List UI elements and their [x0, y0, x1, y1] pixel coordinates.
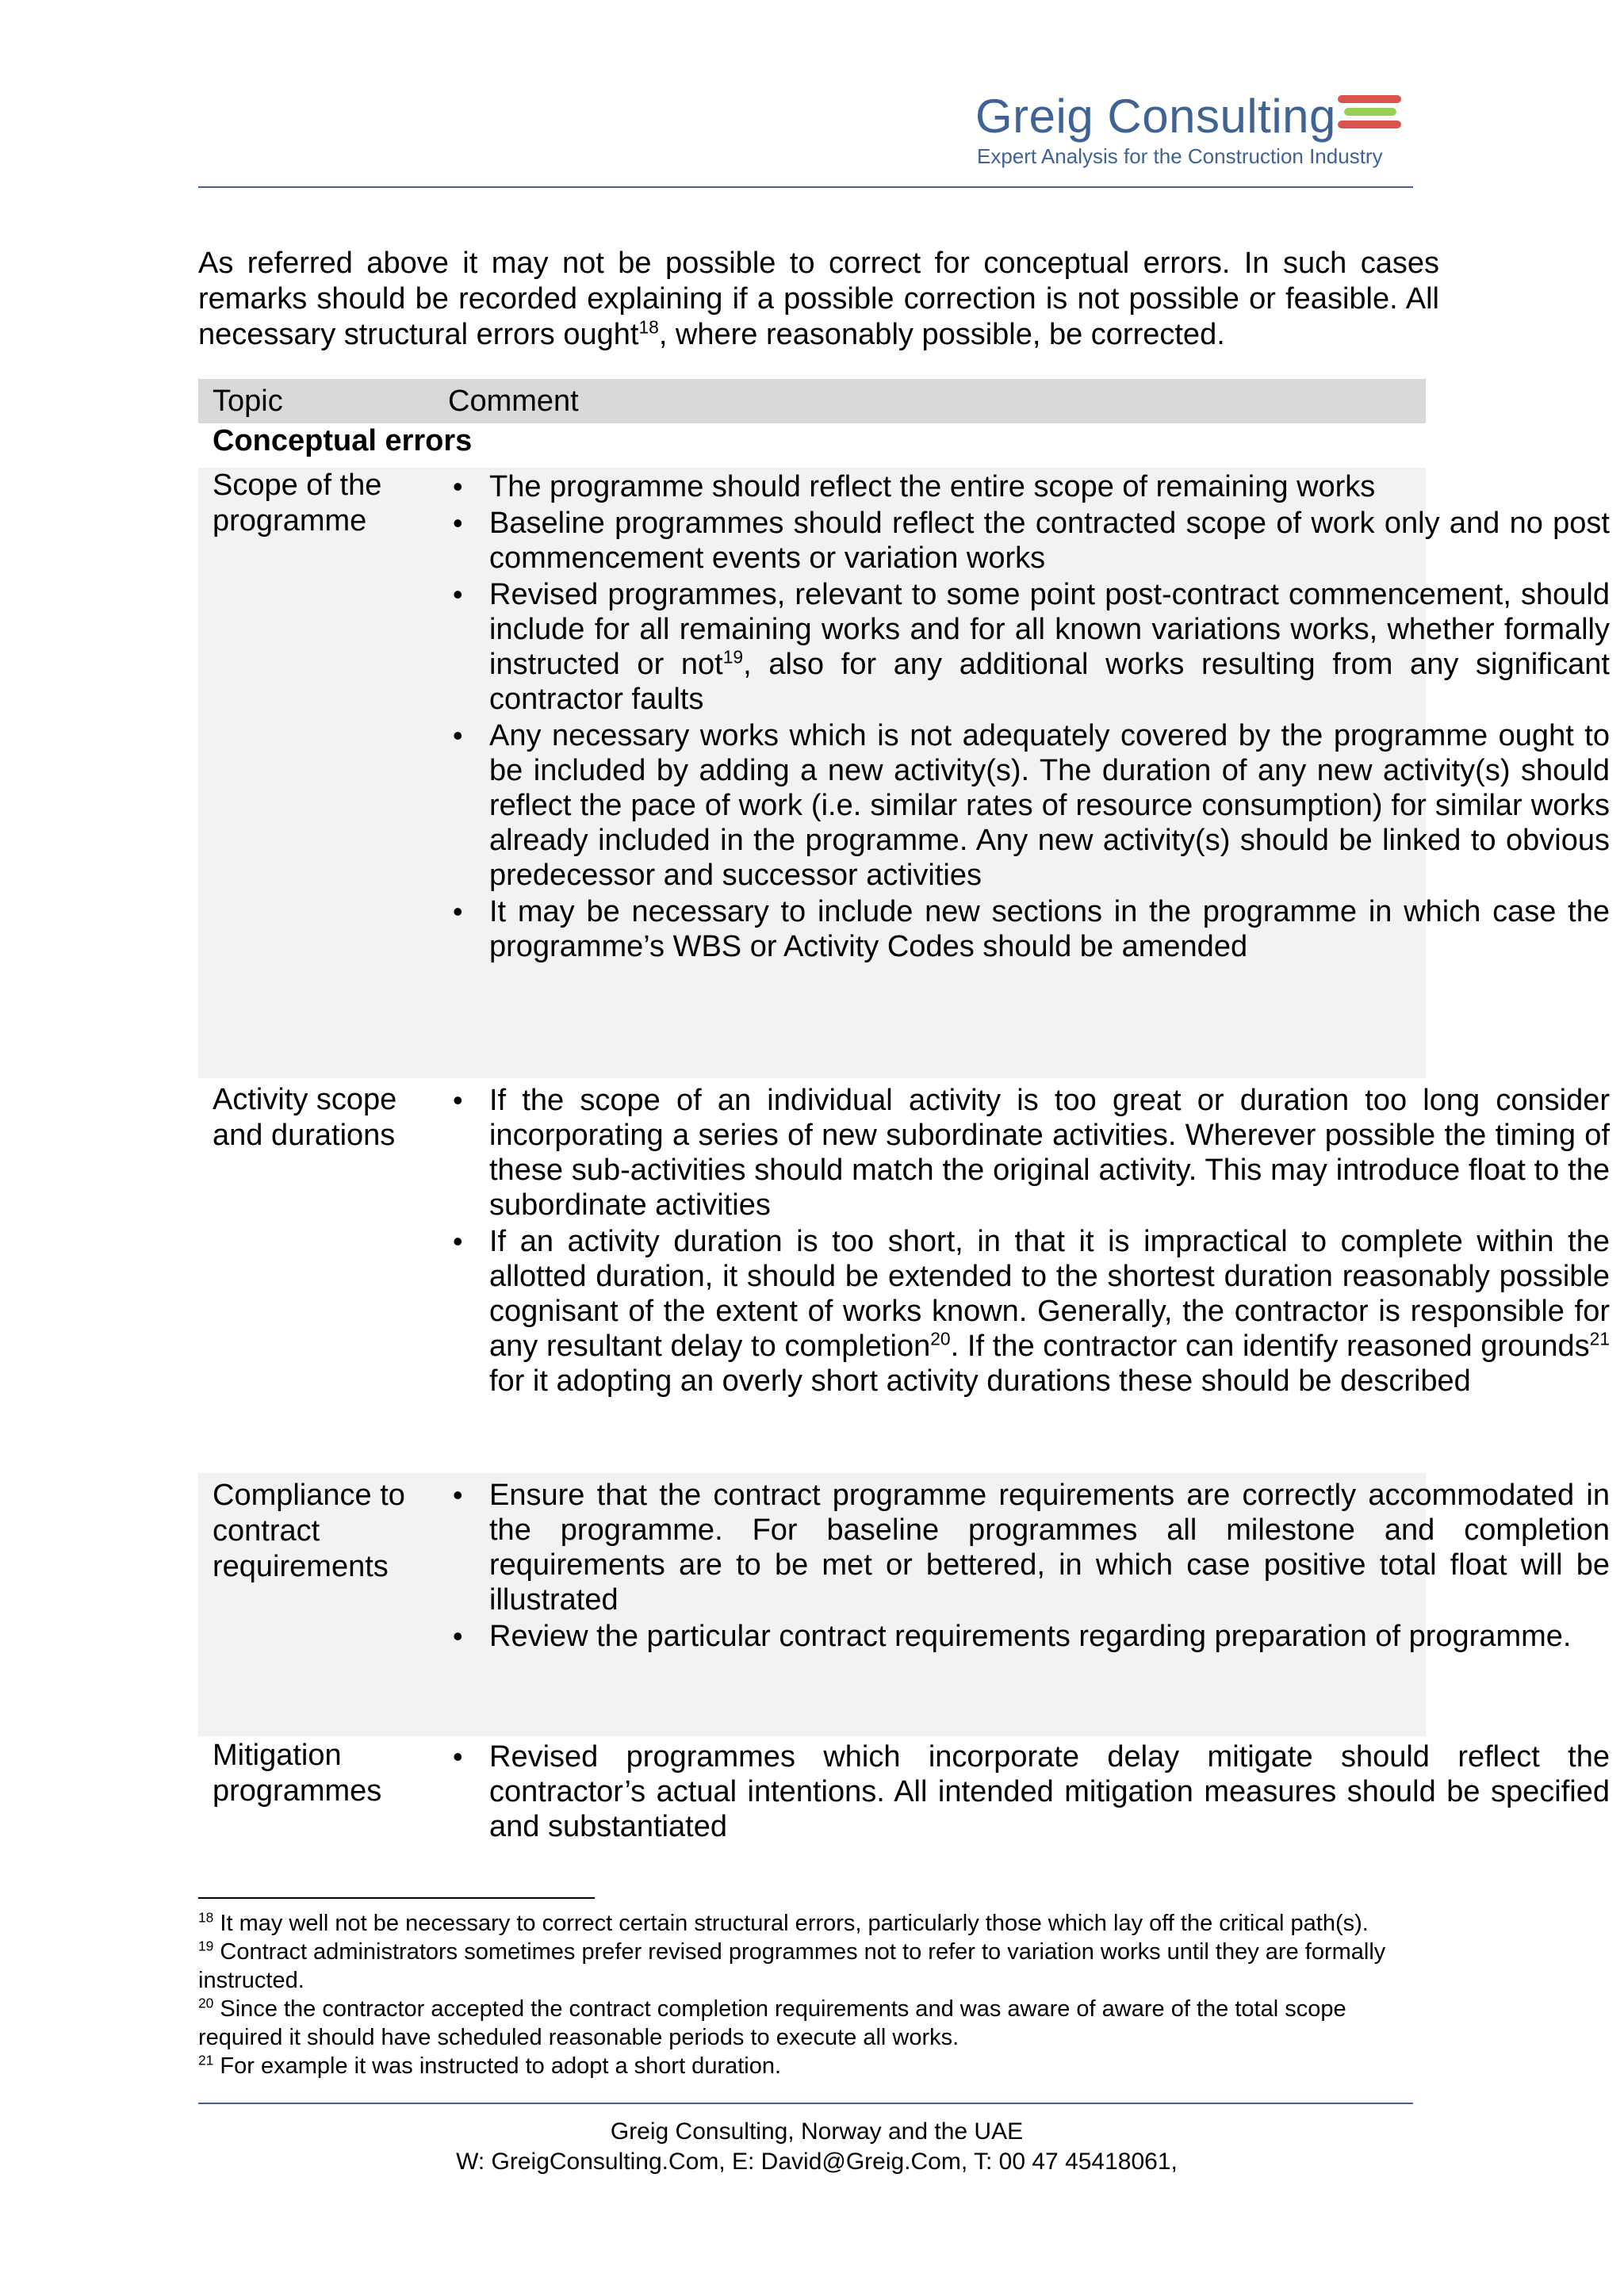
- bullet-icon: •: [453, 1225, 463, 1257]
- footnote-ref-19[interactable]: 19: [722, 646, 744, 668]
- bullet-text-cont: , also for any additional works resulting from any significant contractor faults: [489, 648, 1610, 716]
- comment-bullet: [453, 718, 1610, 893]
- bullet-icon: •: [453, 1479, 463, 1511]
- row-comment-list: [453, 1083, 1611, 1399]
- bullet-text-cont: for it adopting an overly short activity durations these should be described: [489, 1364, 1471, 1398]
- bullet-text: The programme should reflect the entire scope of remaining works: [489, 470, 1376, 503]
- logo-stripes-icon: [1338, 94, 1403, 132]
- comment-bullet: [453, 1083, 1610, 1223]
- intro-paragraph: [198, 246, 1439, 353]
- comment-bullet: [453, 577, 1610, 717]
- column-header-comment: Comment: [448, 385, 579, 418]
- comment-bullet: [453, 506, 1610, 576]
- footnote-ref-21[interactable]: 21: [1589, 1328, 1611, 1349]
- bullet-text: If an activity duration is too short, in that it is impractical to complete within the allotted duration, it should be extended to the shortest duration reasonably possible cognisant of the extent of works known. Generally, the contractor is responsible for any resultant delay to completion: [489, 1225, 1610, 1363]
- logo-stripe: [1344, 108, 1396, 116]
- bullet-text: Ensure that the contract programme requirements are correctly accommodated in the programme. For baseline programmes all milestone and completion requirements are to be met or bettered, in which case positive total float will be illustrated: [489, 1479, 1610, 1617]
- bullet-icon: •: [453, 895, 463, 928]
- comment-bullet: [453, 1739, 1610, 1844]
- row-topic: Compliance to contract requirements: [213, 1479, 405, 1583]
- row-comment-list: [453, 1739, 1610, 1844]
- footer-company-line: Greig Consulting, Norway and the UAE: [610, 2118, 1024, 2145]
- table-row: [198, 1473, 1610, 1736]
- bullet-text: Review the particular contract requirements regarding preparation of programme.: [489, 1620, 1572, 1653]
- row-topic: Activity scope and durations: [213, 1083, 397, 1152]
- footnote: [198, 2052, 1435, 2080]
- column-header-topic: Topic: [213, 385, 283, 418]
- footnote-number: 21: [198, 2052, 214, 2068]
- bullet-text: It may be necessary to include new sections in the programme in which case the programme’s WBS or Activity Codes should be amended: [489, 895, 1610, 963]
- bullet-icon: •: [453, 1740, 463, 1773]
- footnote-ref-20[interactable]: 20: [930, 1328, 951, 1349]
- bullet-text: If the scope of an individual activity is too great or duration too long consider incorporating a series of new subordinate activities. Wherever possible the timing of these sub-activities should match the original activity. This may introduce float to the subordinate activities: [489, 1084, 1610, 1222]
- logo-stripe: [1338, 121, 1401, 128]
- bullet-text: Revised programmes which incorporate delay mitigate should reflect the contractor’s actual intentions. All intended mitigation measures should be specified and substantiated: [489, 1740, 1610, 1843]
- footnote-text: Since the contractor accepted the contract completion requirements and was aware of aware of the total scope required it should have scheduled reasonable periods to execute all works.: [198, 1996, 1346, 2050]
- logo-name: Greig Consulting: [975, 90, 1336, 143]
- comment-bullet: [453, 894, 1610, 964]
- footnote-number: 19: [198, 1938, 214, 1954]
- company-logo: [972, 89, 1416, 176]
- comment-bullet: [453, 1224, 1611, 1399]
- bullet-text: Baseline programmes should reflect the contracted scope of work only and no post commencement events or variation works: [489, 507, 1610, 575]
- bullet-icon: •: [453, 719, 463, 752]
- logo-stripe: [1338, 95, 1401, 103]
- comment-bullet: [453, 1478, 1610, 1617]
- table-header-row: [198, 379, 1426, 423]
- bullet-text: Any necessary works which is not adequately covered by the programme ought to be included by adding a new activity(s). The duration of any new activity(s) should reflect the pace of work (i.e. similar rates of resource consumption) for similar works already included in the programme. Any new activity(s) should be linked to obvious predecessor and successor activities: [489, 719, 1610, 892]
- footnote-number: 20: [198, 1995, 214, 2011]
- header-divider: [198, 186, 1413, 188]
- footnote-number: 18: [198, 1909, 214, 1926]
- row-topic: Mitigation programmes: [213, 1739, 382, 1808]
- footnotes: [198, 1909, 1435, 2080]
- footnote: [198, 1909, 1435, 1938]
- footnote: [198, 1938, 1435, 1995]
- footnote-text: It may well not be necessary to correct certain structural errors, particularly those which lay off the critical path(s).: [213, 1911, 1369, 1936]
- footer-divider: [198, 2103, 1413, 2104]
- row-topic: Scope of the programme: [213, 469, 382, 538]
- table-section-heading: Conceptual errors: [213, 424, 473, 457]
- bullet-text-cont: . If the contractor can identify reasoned grounds: [950, 1330, 1590, 1363]
- page-footer: [198, 2117, 1435, 2177]
- footnote: [198, 1995, 1435, 2052]
- bullet-icon: •: [453, 470, 463, 503]
- bullet-text: Revised programmes, relevant to some point post-contract commencement, should include for all remaining works and for all known variations works, whether formally instructed or not: [489, 578, 1610, 681]
- table-row: [198, 1078, 1611, 1473]
- footnote-text: For example it was instructed to adopt a short duration.: [213, 2053, 782, 2079]
- row-comment-list: [453, 1478, 1610, 1654]
- bullet-icon: •: [453, 507, 463, 539]
- intro-text-end: , where reasonably possible, be corrected.: [658, 318, 1225, 351]
- bullet-icon: •: [453, 1084, 463, 1116]
- footer-contact-line: W: GreigConsulting.Com, E: David@Greig.Com, T: 00 47 45418061,: [456, 2149, 1178, 2175]
- intro-text: As referred above it may not be possible to correct for conceptual errors. In such cases remarks should be recorded explaining if a possible correction is not possible or feasible. All necessary structural errors ought: [198, 247, 1439, 351]
- footnote-separator: [198, 1897, 595, 1899]
- table-row: [198, 468, 1610, 1078]
- logo-tagline: Expert Analysis for the Construction Industry: [977, 144, 1383, 168]
- footnote-text: Contract administrators sometimes prefer revised programmes not to refer to variation works until they are formally instructed.: [198, 1939, 1386, 1993]
- bullet-icon: •: [453, 1620, 463, 1652]
- comment-bullet: [453, 1619, 1610, 1654]
- comment-bullet: [453, 469, 1610, 504]
- bullet-icon: •: [453, 578, 463, 610]
- row-comment-list: [453, 469, 1610, 964]
- table-row: [198, 1736, 1610, 1847]
- footnote-ref-18[interactable]: 18: [638, 316, 659, 338]
